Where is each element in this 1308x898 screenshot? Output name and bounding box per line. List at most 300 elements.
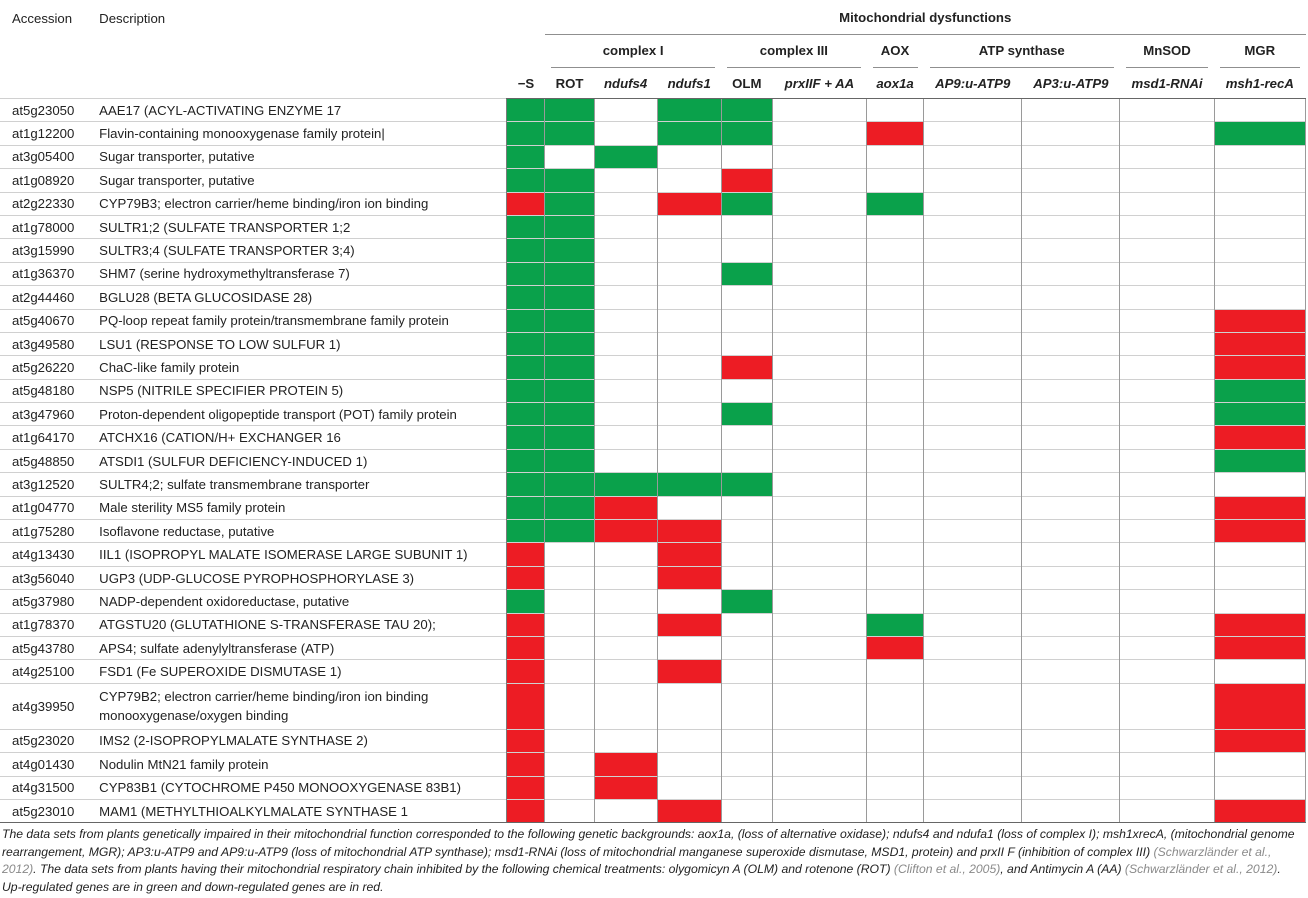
table-body	[0, 99, 1306, 823]
cell-ndufs1-down	[657, 613, 721, 636]
table-row	[0, 683, 1306, 729]
cell-rot-up	[545, 496, 594, 519]
cell-ndufs4-down	[594, 496, 657, 519]
cell-minus-s-up	[507, 379, 545, 402]
cell-minus-s-down	[507, 543, 545, 566]
cell-minus-s-up	[507, 473, 545, 496]
header-mitochondrial-dysfunctions: Mitochondrial dysfunctions	[545, 0, 1306, 35]
cell-ndufs4-none	[594, 566, 657, 589]
cell-prxiif-aa-none	[772, 520, 866, 543]
cell-ap3-u-atp9-none	[1022, 683, 1120, 729]
cell-ap3-u-atp9-none	[1022, 215, 1120, 238]
cell-olm-up	[721, 122, 772, 145]
cell-olm-none	[721, 286, 772, 309]
table-row	[0, 636, 1306, 659]
cell-ndufs4-none	[594, 309, 657, 332]
cell-msd1-rnai-none	[1120, 169, 1214, 192]
cell-rot-up	[545, 426, 594, 449]
cell-prxiif-aa-none	[772, 145, 866, 168]
cell-rot-up	[545, 332, 594, 355]
cell-minus-s-down	[507, 683, 545, 729]
cell-minus-s-up	[507, 309, 545, 332]
accession-cell: at5g23010	[0, 799, 99, 822]
cell-prxiif-aa-none	[772, 286, 866, 309]
cell-ndufs1-up	[657, 473, 721, 496]
cell-olm-none	[721, 332, 772, 355]
cell-olm-up	[721, 590, 772, 613]
cell-ndufs1-down	[657, 520, 721, 543]
table-row	[0, 729, 1306, 752]
cell-rot-up	[545, 215, 594, 238]
cell-prxiif-aa-none	[772, 683, 866, 729]
cell-aox1a-none	[867, 426, 924, 449]
cell-olm-up	[721, 99, 772, 122]
cell-ap3-u-atp9-none	[1022, 636, 1120, 659]
description-cell: Sugar transporter, putative	[99, 145, 507, 168]
cell-ndufs4-none	[594, 169, 657, 192]
description-cell: LSU1 (RESPONSE TO LOW SULFUR 1)	[99, 332, 507, 355]
cell-msh1-reca-down	[1214, 729, 1305, 752]
cell-msd1-rnai-none	[1120, 379, 1214, 402]
table-row	[0, 403, 1306, 426]
cell-ap9-u-atp9-none	[924, 613, 1022, 636]
cell-olm-none	[721, 613, 772, 636]
cell-msh1-reca-down	[1214, 799, 1305, 822]
cell-rot-none	[545, 613, 594, 636]
cell-msh1-reca-down	[1214, 356, 1305, 379]
accession-cell: at1g75280	[0, 520, 99, 543]
accession-cell: at1g04770	[0, 496, 99, 519]
cell-ap9-u-atp9-none	[924, 520, 1022, 543]
cell-ndufs1-none	[657, 683, 721, 729]
accession-cell: at1g78370	[0, 613, 99, 636]
cell-msh1-reca-none	[1214, 169, 1305, 192]
cell-ap9-u-atp9-none	[924, 262, 1022, 285]
cell-ndufs4-none	[594, 426, 657, 449]
cell-aox1a-up	[867, 613, 924, 636]
cell-aox1a-none	[867, 403, 924, 426]
description-cell: UGP3 (UDP-GLUCOSE PYROPHOSPHORYLASE 3)	[99, 566, 507, 589]
table-row	[0, 309, 1306, 332]
cell-ndufs1-none	[657, 449, 721, 472]
cell-msd1-rnai-none	[1120, 99, 1214, 122]
accession-cell: at3g12520	[0, 473, 99, 496]
cell-ap9-u-atp9-none	[924, 496, 1022, 519]
cell-minus-s-down	[507, 776, 545, 799]
cell-ndufs4-down	[594, 753, 657, 776]
table-row	[0, 753, 1306, 776]
cell-ap3-u-atp9-none	[1022, 590, 1120, 613]
cell-prxiif-aa-none	[772, 636, 866, 659]
cell-ap9-u-atp9-none	[924, 356, 1022, 379]
cell-minus-s-up	[507, 496, 545, 519]
accession-cell: at1g78000	[0, 215, 99, 238]
cell-minus-s-up	[507, 145, 545, 168]
cell-olm-up	[721, 473, 772, 496]
accession-cell: at3g05400	[0, 145, 99, 168]
cell-aox1a-none	[867, 683, 924, 729]
cell-prxiif-aa-none	[772, 122, 866, 145]
group-mgr: MGR	[1214, 35, 1305, 69]
cell-msh1-reca-up	[1214, 379, 1305, 402]
cell-aox1a-none	[867, 473, 924, 496]
col-prxiif-aa: prxIIF + AA	[772, 68, 866, 99]
cell-ap3-u-atp9-none	[1022, 776, 1120, 799]
description-cell: Male sterility MS5 family protein	[99, 496, 507, 519]
cell-ndufs4-none	[594, 99, 657, 122]
cell-ndufs4-none	[594, 332, 657, 355]
description-cell: Isoflavone reductase, putative	[99, 520, 507, 543]
cell-ap9-u-atp9-none	[924, 309, 1022, 332]
cell-ap3-u-atp9-none	[1022, 192, 1120, 215]
cell-ndufs1-none	[657, 729, 721, 752]
cell-ndufs1-none	[657, 776, 721, 799]
cell-prxiif-aa-none	[772, 332, 866, 355]
cell-olm-none	[721, 239, 772, 262]
description-cell: Flavin-containing monooxygenase family protein|	[99, 122, 507, 145]
cell-ap3-u-atp9-none	[1022, 449, 1120, 472]
cell-ap9-u-atp9-none	[924, 566, 1022, 589]
cell-olm-none	[721, 309, 772, 332]
cell-prxiif-aa-none	[772, 239, 866, 262]
description-cell: SULTR4;2; sulfate transmembrane transporter	[99, 473, 507, 496]
cell-olm-none	[721, 496, 772, 519]
cell-ndufs4-none	[594, 262, 657, 285]
table-row	[0, 449, 1306, 472]
table-row	[0, 286, 1306, 309]
cell-msd1-rnai-none	[1120, 356, 1214, 379]
cell-rot-up	[545, 99, 594, 122]
table-row	[0, 332, 1306, 355]
cell-rot-none	[545, 753, 594, 776]
description-cell: AAE17 (ACYL-ACTIVATING ENZYME 17	[99, 99, 507, 122]
col-msd1-rnai: msd1-RNAi	[1120, 68, 1214, 99]
cell-prxiif-aa-none	[772, 543, 866, 566]
col-ap9-u-atp9: AP9:u-ATP9	[924, 68, 1022, 99]
cell-msd1-rnai-none	[1120, 753, 1214, 776]
description-cell: ATCHX16 (CATION/H+ EXCHANGER 16	[99, 426, 507, 449]
col-rot: ROT	[545, 68, 594, 99]
cell-ndufs4-none	[594, 543, 657, 566]
cell-minus-s-up	[507, 286, 545, 309]
cell-olm-none	[721, 449, 772, 472]
cell-ndufs1-none	[657, 426, 721, 449]
cell-msd1-rnai-none	[1120, 215, 1214, 238]
cell-olm-up	[721, 262, 772, 285]
cell-prxiif-aa-none	[772, 660, 866, 683]
cell-rot-up	[545, 262, 594, 285]
cell-minus-s-down	[507, 192, 545, 215]
cell-aox1a-none	[867, 449, 924, 472]
cell-minus-s-up	[507, 262, 545, 285]
accession-cell: at3g47960	[0, 403, 99, 426]
cell-msh1-reca-up	[1214, 403, 1305, 426]
table-row	[0, 520, 1306, 543]
cell-minus-s-up	[507, 590, 545, 613]
cell-ndufs1-up	[657, 99, 721, 122]
cell-ndufs1-none	[657, 636, 721, 659]
cell-aox1a-none	[867, 309, 924, 332]
cell-ndufs1-down	[657, 192, 721, 215]
cell-minus-s-up	[507, 239, 545, 262]
cell-msd1-rnai-none	[1120, 239, 1214, 262]
table-row	[0, 215, 1306, 238]
cell-aox1a-none	[867, 799, 924, 822]
cell-olm-none	[721, 379, 772, 402]
cell-msh1-reca-none	[1214, 262, 1305, 285]
cell-prxiif-aa-none	[772, 449, 866, 472]
cell-ap3-u-atp9-none	[1022, 332, 1120, 355]
accession-cell: at1g36370	[0, 262, 99, 285]
table-row	[0, 239, 1306, 262]
cell-msd1-rnai-none	[1120, 192, 1214, 215]
cell-ap3-u-atp9-none	[1022, 122, 1120, 145]
cell-ndufs1-none	[657, 215, 721, 238]
description-cell: SULTR1;2 (SULFATE TRANSPORTER 1;2	[99, 215, 507, 238]
accession-cell: at5g23020	[0, 729, 99, 752]
cell-ap3-u-atp9-none	[1022, 403, 1120, 426]
group-complex-iii: complex III	[721, 35, 866, 69]
cell-ap9-u-atp9-none	[924, 753, 1022, 776]
description-cell: CYP79B3; electron carrier/heme binding/iron ion binding	[99, 192, 507, 215]
cell-prxiif-aa-none	[772, 566, 866, 589]
cell-ap9-u-atp9-none	[924, 379, 1022, 402]
cell-msd1-rnai-none	[1120, 496, 1214, 519]
cell-ap3-u-atp9-none	[1022, 520, 1120, 543]
cell-aox1a-none	[867, 99, 924, 122]
cell-aox1a-none	[867, 566, 924, 589]
cell-rot-up	[545, 520, 594, 543]
table-row	[0, 122, 1306, 145]
cell-olm-none	[721, 566, 772, 589]
cell-prxiif-aa-none	[772, 356, 866, 379]
cell-minus-s-down	[507, 799, 545, 822]
description-cell: ATSDI1 (SULFUR DEFICIENCY-INDUCED 1)	[99, 449, 507, 472]
cell-ap9-u-atp9-none	[924, 403, 1022, 426]
cell-rot-up	[545, 169, 594, 192]
cell-olm-up	[721, 403, 772, 426]
accession-cell: at5g23050	[0, 99, 99, 122]
cell-ap3-u-atp9-none	[1022, 660, 1120, 683]
cell-msd1-rnai-none	[1120, 426, 1214, 449]
cell-ndufs1-none	[657, 590, 721, 613]
cell-ap9-u-atp9-none	[924, 776, 1022, 799]
cell-olm-none	[721, 543, 772, 566]
cell-ndufs1-none	[657, 262, 721, 285]
cell-minus-s-down	[507, 660, 545, 683]
cell-aox1a-down	[867, 636, 924, 659]
cell-olm-none	[721, 776, 772, 799]
description-cell: ATGSTU20 (GLUTATHIONE S-TRANSFERASE TAU 20);	[99, 613, 507, 636]
description-cell: ChaC-like family protein	[99, 356, 507, 379]
cell-rot-up	[545, 122, 594, 145]
col-msh1-reca: msh1-recA	[1214, 68, 1305, 99]
cell-ap9-u-atp9-none	[924, 729, 1022, 752]
cell-rot-none	[545, 636, 594, 659]
cell-aox1a-none	[867, 543, 924, 566]
cell-aox1a-up	[867, 192, 924, 215]
cell-minus-s-down	[507, 613, 545, 636]
cell-ndufs4-up	[594, 473, 657, 496]
cell-msh1-reca-down	[1214, 683, 1305, 729]
cell-rot-up	[545, 356, 594, 379]
description-cell: SHM7 (serine hydroxymethyltransferase 7)	[99, 262, 507, 285]
cell-msh1-reca-none	[1214, 566, 1305, 589]
table-row	[0, 473, 1306, 496]
cell-msh1-reca-none	[1214, 660, 1305, 683]
cell-ap3-u-atp9-none	[1022, 566, 1120, 589]
cell-aox1a-none	[867, 496, 924, 519]
cell-msh1-reca-none	[1214, 192, 1305, 215]
cell-ap9-u-atp9-none	[924, 145, 1022, 168]
cell-minus-s-up	[507, 332, 545, 355]
cell-msd1-rnai-none	[1120, 590, 1214, 613]
cell-ap9-u-atp9-none	[924, 543, 1022, 566]
group-complex-i: complex I	[545, 35, 721, 69]
cell-ndufs1-none	[657, 403, 721, 426]
table-row	[0, 613, 1306, 636]
cell-msd1-rnai-none	[1120, 449, 1214, 472]
cell-minus-s-up	[507, 520, 545, 543]
description-cell: PQ-loop repeat family protein/transmembrane family protein	[99, 309, 507, 332]
cell-rot-none	[545, 660, 594, 683]
cell-ap3-u-atp9-none	[1022, 543, 1120, 566]
accession-cell: at4g13430	[0, 543, 99, 566]
cell-rot-none	[545, 145, 594, 168]
cell-ap9-u-atp9-none	[924, 636, 1022, 659]
cell-ndufs4-none	[594, 379, 657, 402]
cell-msh1-reca-up	[1214, 122, 1305, 145]
table-row	[0, 543, 1306, 566]
cell-ap9-u-atp9-none	[924, 215, 1022, 238]
cell-ndufs4-none	[594, 660, 657, 683]
cell-ap3-u-atp9-none	[1022, 426, 1120, 449]
citation-link[interactable]: (Schwarzländer et al., 2012)	[1124, 862, 1278, 876]
cell-ndufs1-none	[657, 145, 721, 168]
accession-cell: at4g01430	[0, 753, 99, 776]
cell-rot-none	[545, 590, 594, 613]
cell-rot-up	[545, 379, 594, 402]
citation-link[interactable]: (Schwarzländer et al., 2012)	[2, 844, 1272, 876]
cell-aox1a-none	[867, 169, 924, 192]
description-cell: NADP-dependent oxidoreductase, putative	[99, 590, 507, 613]
cell-olm-up	[721, 192, 772, 215]
description-cell: SULTR3;4 (SULFATE TRANSPORTER 3;4)	[99, 239, 507, 262]
accession-cell: at5g48850	[0, 449, 99, 472]
cell-prxiif-aa-none	[772, 192, 866, 215]
cell-aox1a-none	[867, 590, 924, 613]
cell-minus-s-down	[507, 729, 545, 752]
cell-ndufs4-none	[594, 636, 657, 659]
cell-msh1-reca-down	[1214, 309, 1305, 332]
description-cell: IMS2 (2-ISOPROPYLMALATE SYNTHASE 2)	[99, 729, 507, 752]
cell-olm-none	[721, 799, 772, 822]
table-row	[0, 145, 1306, 168]
table-row	[0, 262, 1306, 285]
cell-msh1-reca-down	[1214, 426, 1305, 449]
cell-minus-s-down	[507, 636, 545, 659]
citation-link[interactable]: (Clifton et al., 2005)	[893, 862, 1001, 876]
col-ndufs4: ndufs4	[594, 68, 657, 99]
cell-olm-none	[721, 660, 772, 683]
cell-ndufs1-up	[657, 122, 721, 145]
table-row	[0, 169, 1306, 192]
description-cell: Sugar transporter, putative	[99, 169, 507, 192]
cell-prxiif-aa-none	[772, 799, 866, 822]
cell-ndufs4-none	[594, 449, 657, 472]
cell-msd1-rnai-none	[1120, 776, 1214, 799]
cell-msh1-reca-none	[1214, 286, 1305, 309]
cell-msh1-reca-none	[1214, 753, 1305, 776]
cell-ndufs1-none	[657, 286, 721, 309]
cell-olm-down	[721, 356, 772, 379]
cell-prxiif-aa-none	[772, 426, 866, 449]
cell-ndufs1-none	[657, 496, 721, 519]
cell-msh1-reca-down	[1214, 636, 1305, 659]
cell-ap3-u-atp9-none	[1022, 473, 1120, 496]
group-mnsod: MnSOD	[1120, 35, 1214, 69]
cell-ndufs4-none	[594, 239, 657, 262]
accession-cell: at5g37980	[0, 590, 99, 613]
accession-cell: at5g40670	[0, 309, 99, 332]
cell-olm-none	[721, 215, 772, 238]
cell-ap9-u-atp9-none	[924, 192, 1022, 215]
col-minus-s: −S	[507, 68, 545, 99]
cell-prxiif-aa-none	[772, 309, 866, 332]
cell-minus-s-up	[507, 169, 545, 192]
cell-aox1a-none	[867, 215, 924, 238]
description-cell: MAM1 (METHYLTHIOALKYLMALATE SYNTHASE 1	[99, 799, 507, 822]
accession-cell: at5g26220	[0, 356, 99, 379]
cell-aox1a-none	[867, 145, 924, 168]
cell-aox1a-none	[867, 356, 924, 379]
cell-msh1-reca-down	[1214, 520, 1305, 543]
cell-ndufs1-down	[657, 799, 721, 822]
cell-minus-s-up	[507, 122, 545, 145]
cell-msd1-rnai-none	[1120, 799, 1214, 822]
cell-msh1-reca-down	[1214, 496, 1305, 519]
table-row	[0, 192, 1306, 215]
cell-ap3-u-atp9-none	[1022, 239, 1120, 262]
cell-aox1a-none	[867, 660, 924, 683]
cell-ndufs4-down	[594, 520, 657, 543]
cell-msd1-rnai-none	[1120, 729, 1214, 752]
cell-ap3-u-atp9-none	[1022, 753, 1120, 776]
cell-ap3-u-atp9-none	[1022, 169, 1120, 192]
cell-prxiif-aa-none	[772, 99, 866, 122]
accession-cell: at2g22330	[0, 192, 99, 215]
cell-ndufs4-none	[594, 215, 657, 238]
cell-rot-none	[545, 683, 594, 729]
cell-ap9-u-atp9-none	[924, 799, 1022, 822]
cell-ap3-u-atp9-none	[1022, 262, 1120, 285]
cell-ap9-u-atp9-none	[924, 426, 1022, 449]
cell-msh1-reca-none	[1214, 590, 1305, 613]
cell-prxiif-aa-none	[772, 215, 866, 238]
accession-cell: at4g39950	[0, 683, 99, 729]
cell-rot-none	[545, 566, 594, 589]
cell-ap3-u-atp9-none	[1022, 613, 1120, 636]
table-row	[0, 590, 1306, 613]
cell-olm-none	[721, 636, 772, 659]
cell-olm-none	[721, 683, 772, 729]
cell-msh1-reca-down	[1214, 613, 1305, 636]
cell-rot-none	[545, 729, 594, 752]
description-cell: APS4; sulfate adenylyltransferase (ATP)	[99, 636, 507, 659]
cell-prxiif-aa-none	[772, 496, 866, 519]
cell-prxiif-aa-none	[772, 776, 866, 799]
cell-prxiif-aa-none	[772, 169, 866, 192]
